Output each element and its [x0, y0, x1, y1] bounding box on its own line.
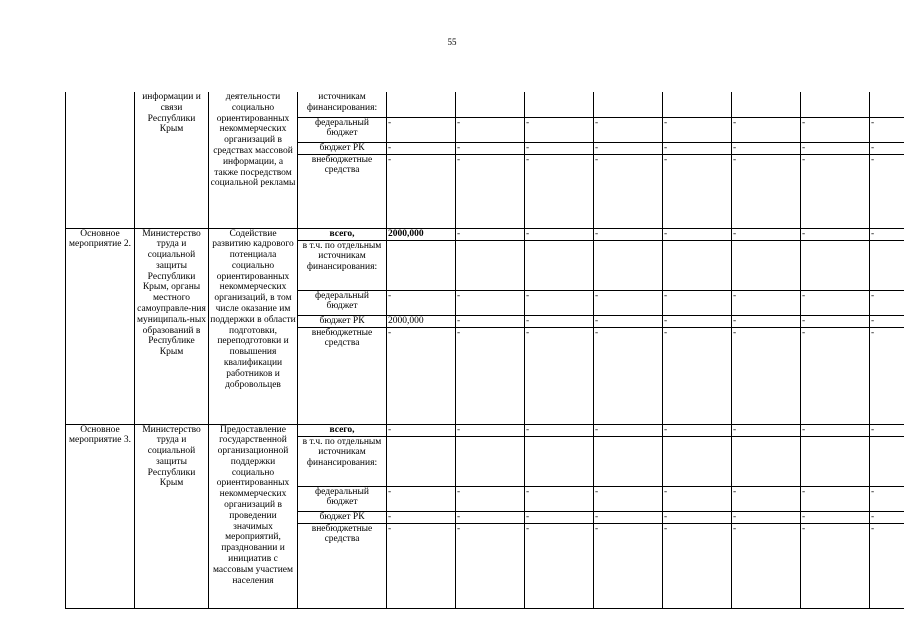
- table-row: внебюджетные средства - - - - - - - -: [66, 327, 904, 424]
- amount-cell: -: [387, 290, 456, 315]
- amount-cell: -: [387, 327, 456, 424]
- source-label: федеральный бюджет: [298, 486, 387, 511]
- amount-cell: -: [387, 486, 456, 511]
- source-label: федеральный бюджет: [298, 117, 387, 142]
- source-label: всего,: [298, 424, 387, 436]
- source-label: в т.ч. по отдельным источникам финансирования:: [298, 436, 387, 486]
- amount-cell: 2000,000: [387, 315, 456, 327]
- source-label: бюджет РК: [298, 142, 387, 154]
- amount-cell: -: [387, 523, 456, 608]
- table-row: бюджет РК - - - - - - - -: [66, 142, 904, 154]
- measure-cell: Основное мероприятие 3.: [66, 424, 135, 608]
- amount-cell: -: [387, 154, 456, 228]
- source-label: внебюджетные средства: [298, 154, 387, 228]
- amount-cell: 2000,000: [387, 228, 456, 240]
- budget-table: [65, 92, 904, 609]
- page-number: 55: [447, 37, 457, 47]
- source-label: источникам финансирования:: [298, 92, 387, 117]
- source-label: всего,: [298, 228, 387, 240]
- description-cell: деятельности социально ориентированных некоммерческих организаций в средствах массовой информации, а также посредством социальной рекламы: [209, 92, 298, 228]
- measure-cell: [66, 92, 135, 228]
- table-row: Основное мероприятие 2. Министерство труда и социальной защиты Республики Крым, органы местного самоуправле-ния муниципаль-ных образований в Республике Крым Содействие развитию кадрового потенциала социально ориентированных некоммерческих организаций, в том числе оказание им поддержки в области подготовки, переподготовки и повышения квалификации работников и добровольцев всего, 2000,000 - - - - - - -: [66, 228, 904, 240]
- source-label: федеральный бюджет: [298, 290, 387, 315]
- measure-cell: Основное мероприятие 2.: [66, 228, 135, 424]
- table-row: [66, 92, 904, 117]
- source-label: бюджет РК: [298, 315, 387, 327]
- table-row: Основное мероприятие 3. Министерство труда и социальной защиты Республики Крым Предоставление государственной организационной поддержки социально ориентированных некоммерческих организаций в проведении значимых мероприятий, праздновании и инициатив с массовым участием населения всего, - - - - - - - -: [66, 424, 904, 436]
- description-cell: Предоставление государственной организационной поддержки социально ориентированных некоммерческих организаций в проведении значимых мероприятий, праздновании и инициатив с массовым участием населения: [209, 424, 298, 608]
- table-row: бюджет РК 2000,000 - - - - - - -: [66, 315, 904, 327]
- amount-cell: -: [387, 142, 456, 154]
- table-row: бюджет РК - - - - - - - -: [66, 511, 904, 523]
- executor-cell: Министерство труда и социальной защиты Республики Крым: [135, 424, 209, 608]
- table-row: внебюджетные средства - - - - - - - -: [66, 154, 904, 228]
- table-row: федеральный бюджет - - - - - - - -: [66, 290, 904, 315]
- table-row: федеральный бюджет - - - - - - - -: [66, 486, 904, 511]
- amount-cell: -: [387, 117, 456, 142]
- table-row: внебюджетные средства - - - - - - - -: [66, 523, 904, 608]
- table-row: федеральный бюджет - - - - - - - -: [66, 117, 904, 142]
- amount-cell: -: [387, 511, 456, 523]
- source-label: бюджет РК: [298, 511, 387, 523]
- source-label: внебюджетные средства: [298, 523, 387, 608]
- source-label: внебюджетные средства: [298, 327, 387, 424]
- description-cell: Содействие развитию кадрового потенциала социально ориентированных некоммерческих организаций, в том числе оказание им поддержки в области подготовки, переподготовки и повышения квалификации работников и добровольцев: [209, 228, 298, 424]
- executor-cell: информации и связи Республики Крым: [135, 92, 209, 228]
- source-label: в т.ч. по отдельным источникам финансирования:: [298, 240, 387, 290]
- executor-cell: Министерство труда и социальной защиты Республики Крым, органы местного самоуправле-ния муниципаль-ных образований в Республике Крым: [135, 228, 209, 424]
- amount-cell: -: [387, 424, 456, 436]
